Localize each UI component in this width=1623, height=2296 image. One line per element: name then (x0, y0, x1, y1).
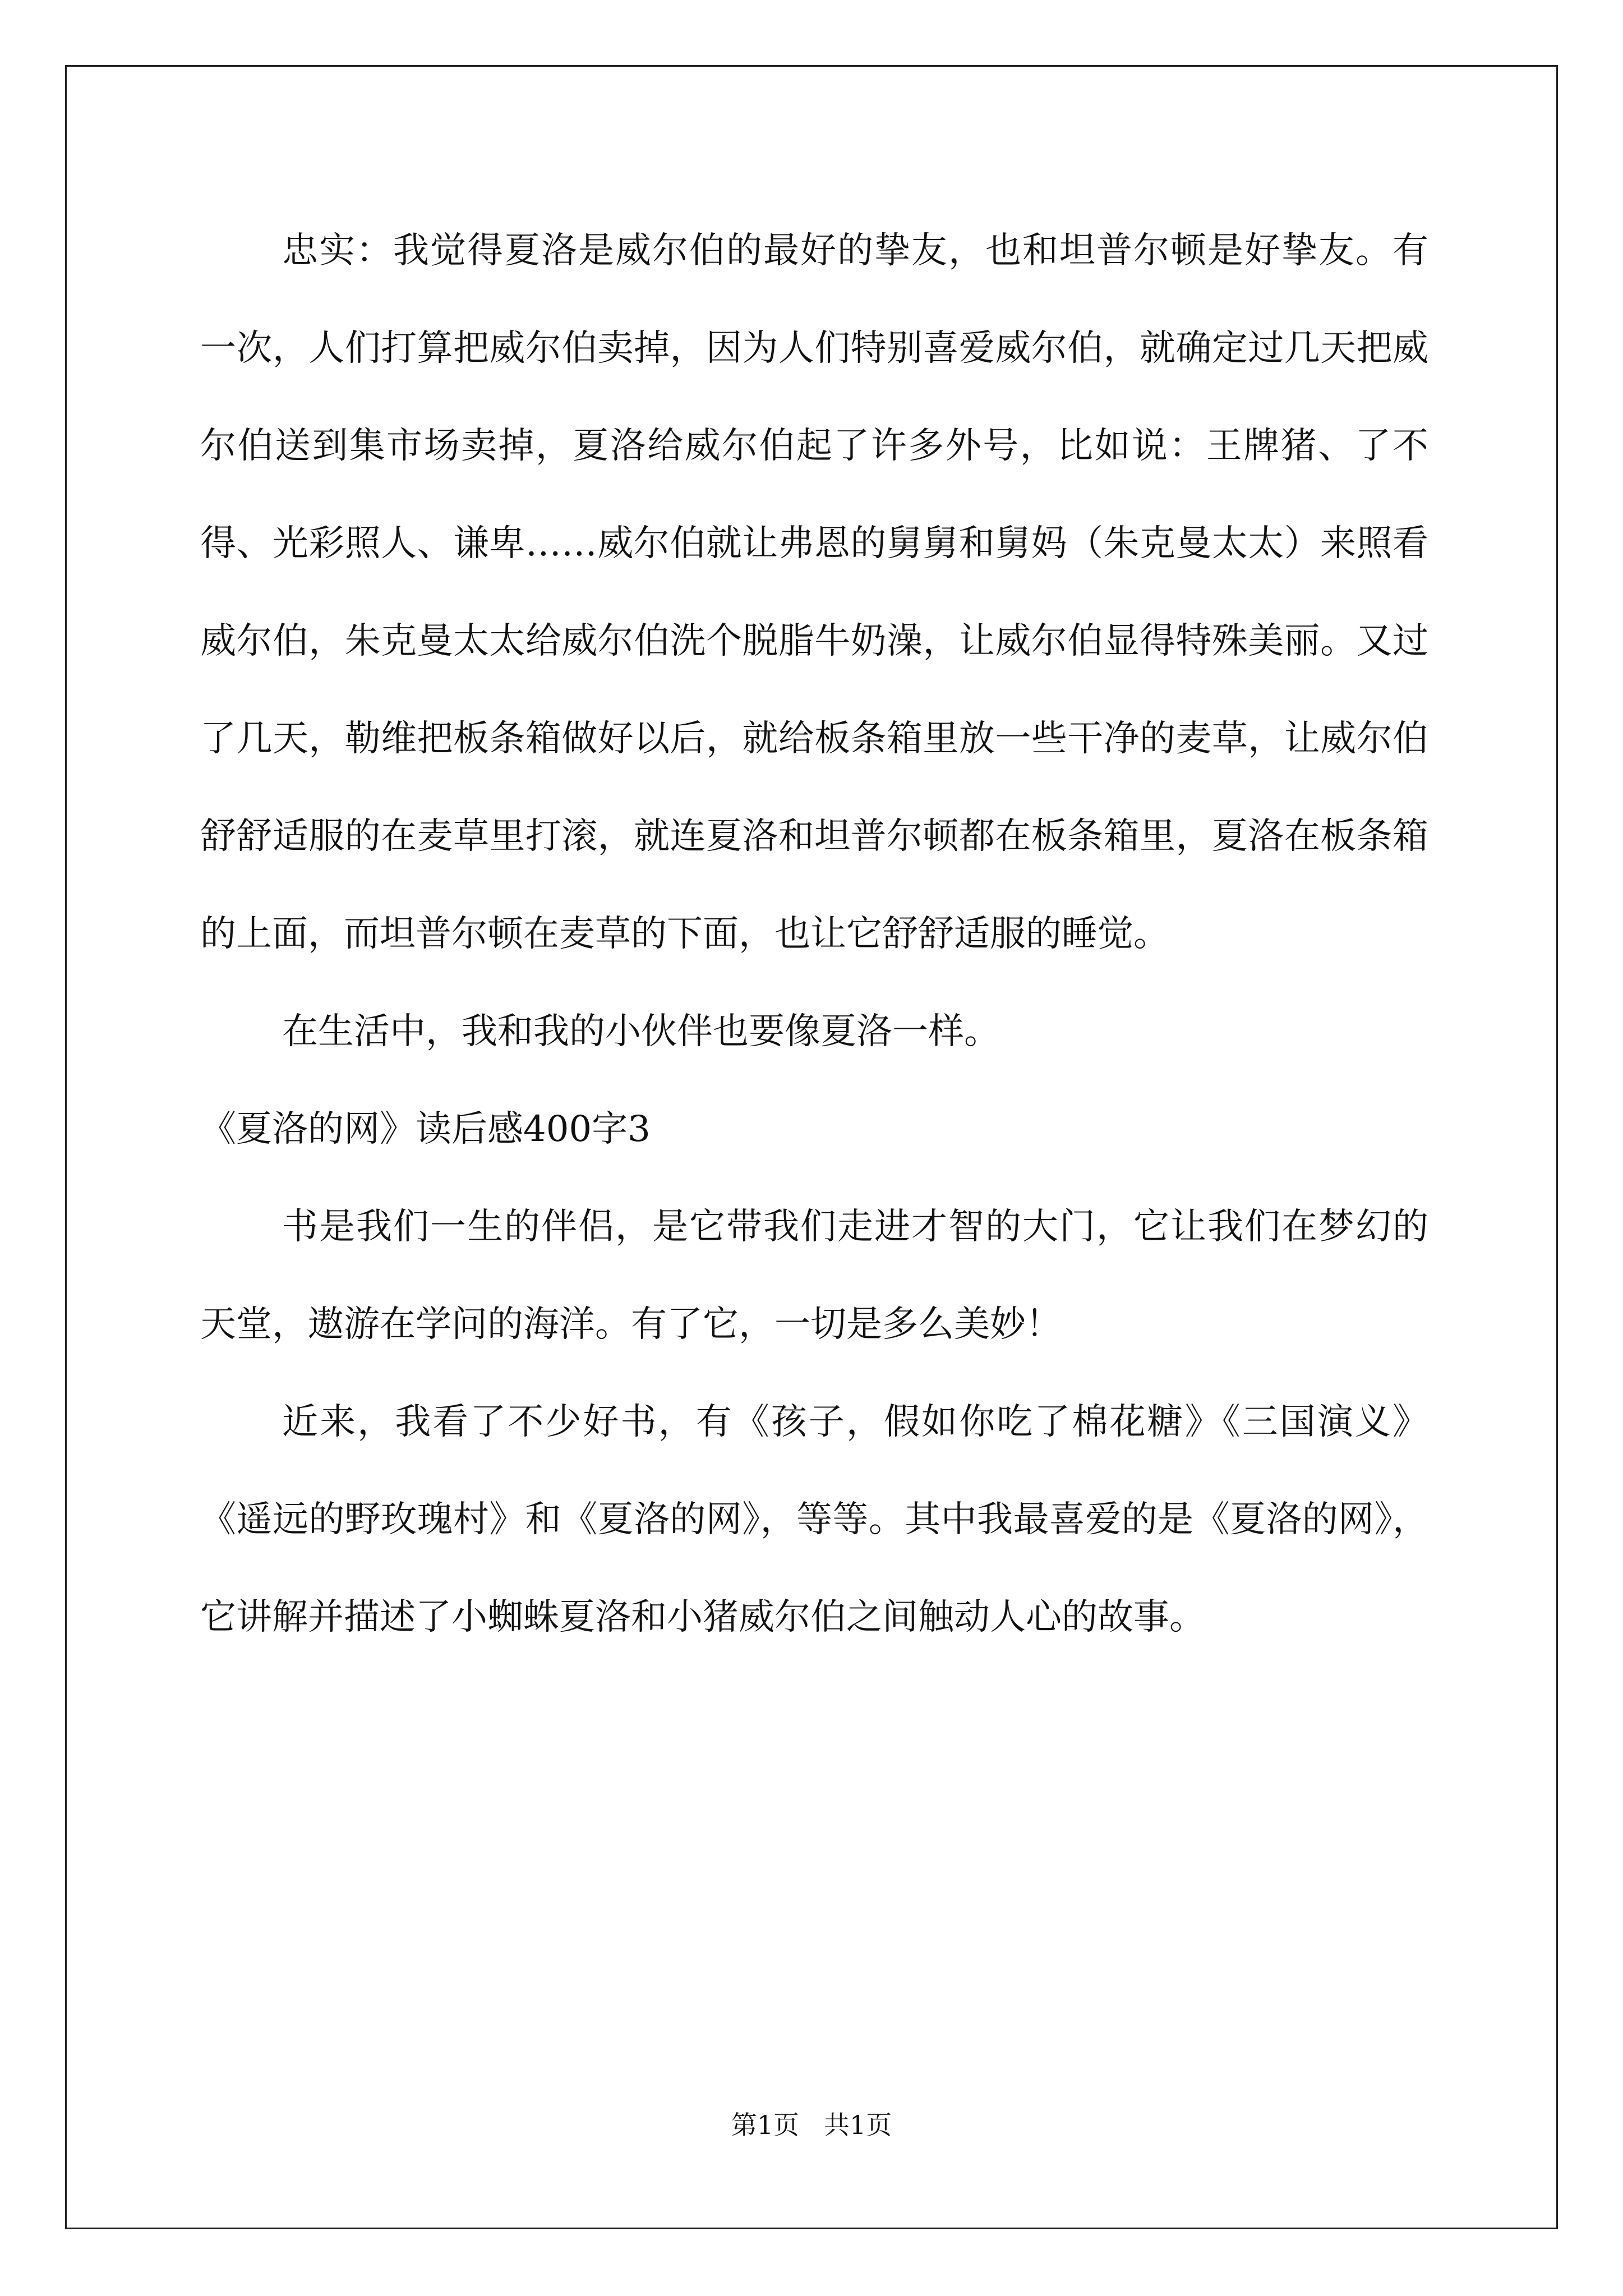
page-footer (0, 2108, 1623, 2142)
section-title: 《夏洛的网》读后感400字3 (200, 1108, 651, 1150)
paragraph-loyalty: 忠实：我觉得夏洛是威尔伯的最好的挚友，也和坦普尔顿是好挚友。有一次，人们打算把威尔伯卖掉，因为人们特别喜爱威尔伯，就确定过几天把威尔伯送到集市场卖掉，夏洛给威尔伯起了许多外号，比如说：王牌猪、了不得、光彩照人、谦卑……威尔伯就让弗恩的舅舅和舅妈（朱克曼太太）来照看威尔伯，朱克曼太太给威尔伯洗个脱脂牛奶澡，让威尔伯显得特殊美丽。又过了几天，勒维把板条箱做好以后，就给板条箱里放一些干净的麦草，让威尔伯舒舒适服的在麦草里打滚，就连夏洛和坦普尔顿都在板条箱里，夏洛在板条箱的上面，而坦普尔顿在麦草的下面，也让它舒舒适服的睡觉。 (200, 230, 1428, 955)
document-body (200, 202, 1428, 1666)
paragraph-recent-reading: 近来，我看了不少好书，有《孩子，假如你吃了棉花糖》《三国演义》《遥远的野玫瑰村》和《夏洛的网》，等等。其中我最喜爱的是《夏洛的网》，它讲解并描述了小蜘蛛夏洛和小猪威尔伯之间触动人心的故事。 (200, 1401, 1428, 1638)
page-number-current: 第1页 (731, 2110, 799, 2140)
page-number-total: 共1页 (824, 2110, 892, 2140)
paragraph-books: 书是我们一生的伴侣，是它带我们走进才智的大门，它让我们在梦幻的天堂，遨游在学问的海洋。有了它，一切是多么美妙！ (200, 1206, 1428, 1345)
paragraph-life: 在生活中，我和我的小伙伴也要像夏洛一样。 (282, 1011, 1000, 1052)
